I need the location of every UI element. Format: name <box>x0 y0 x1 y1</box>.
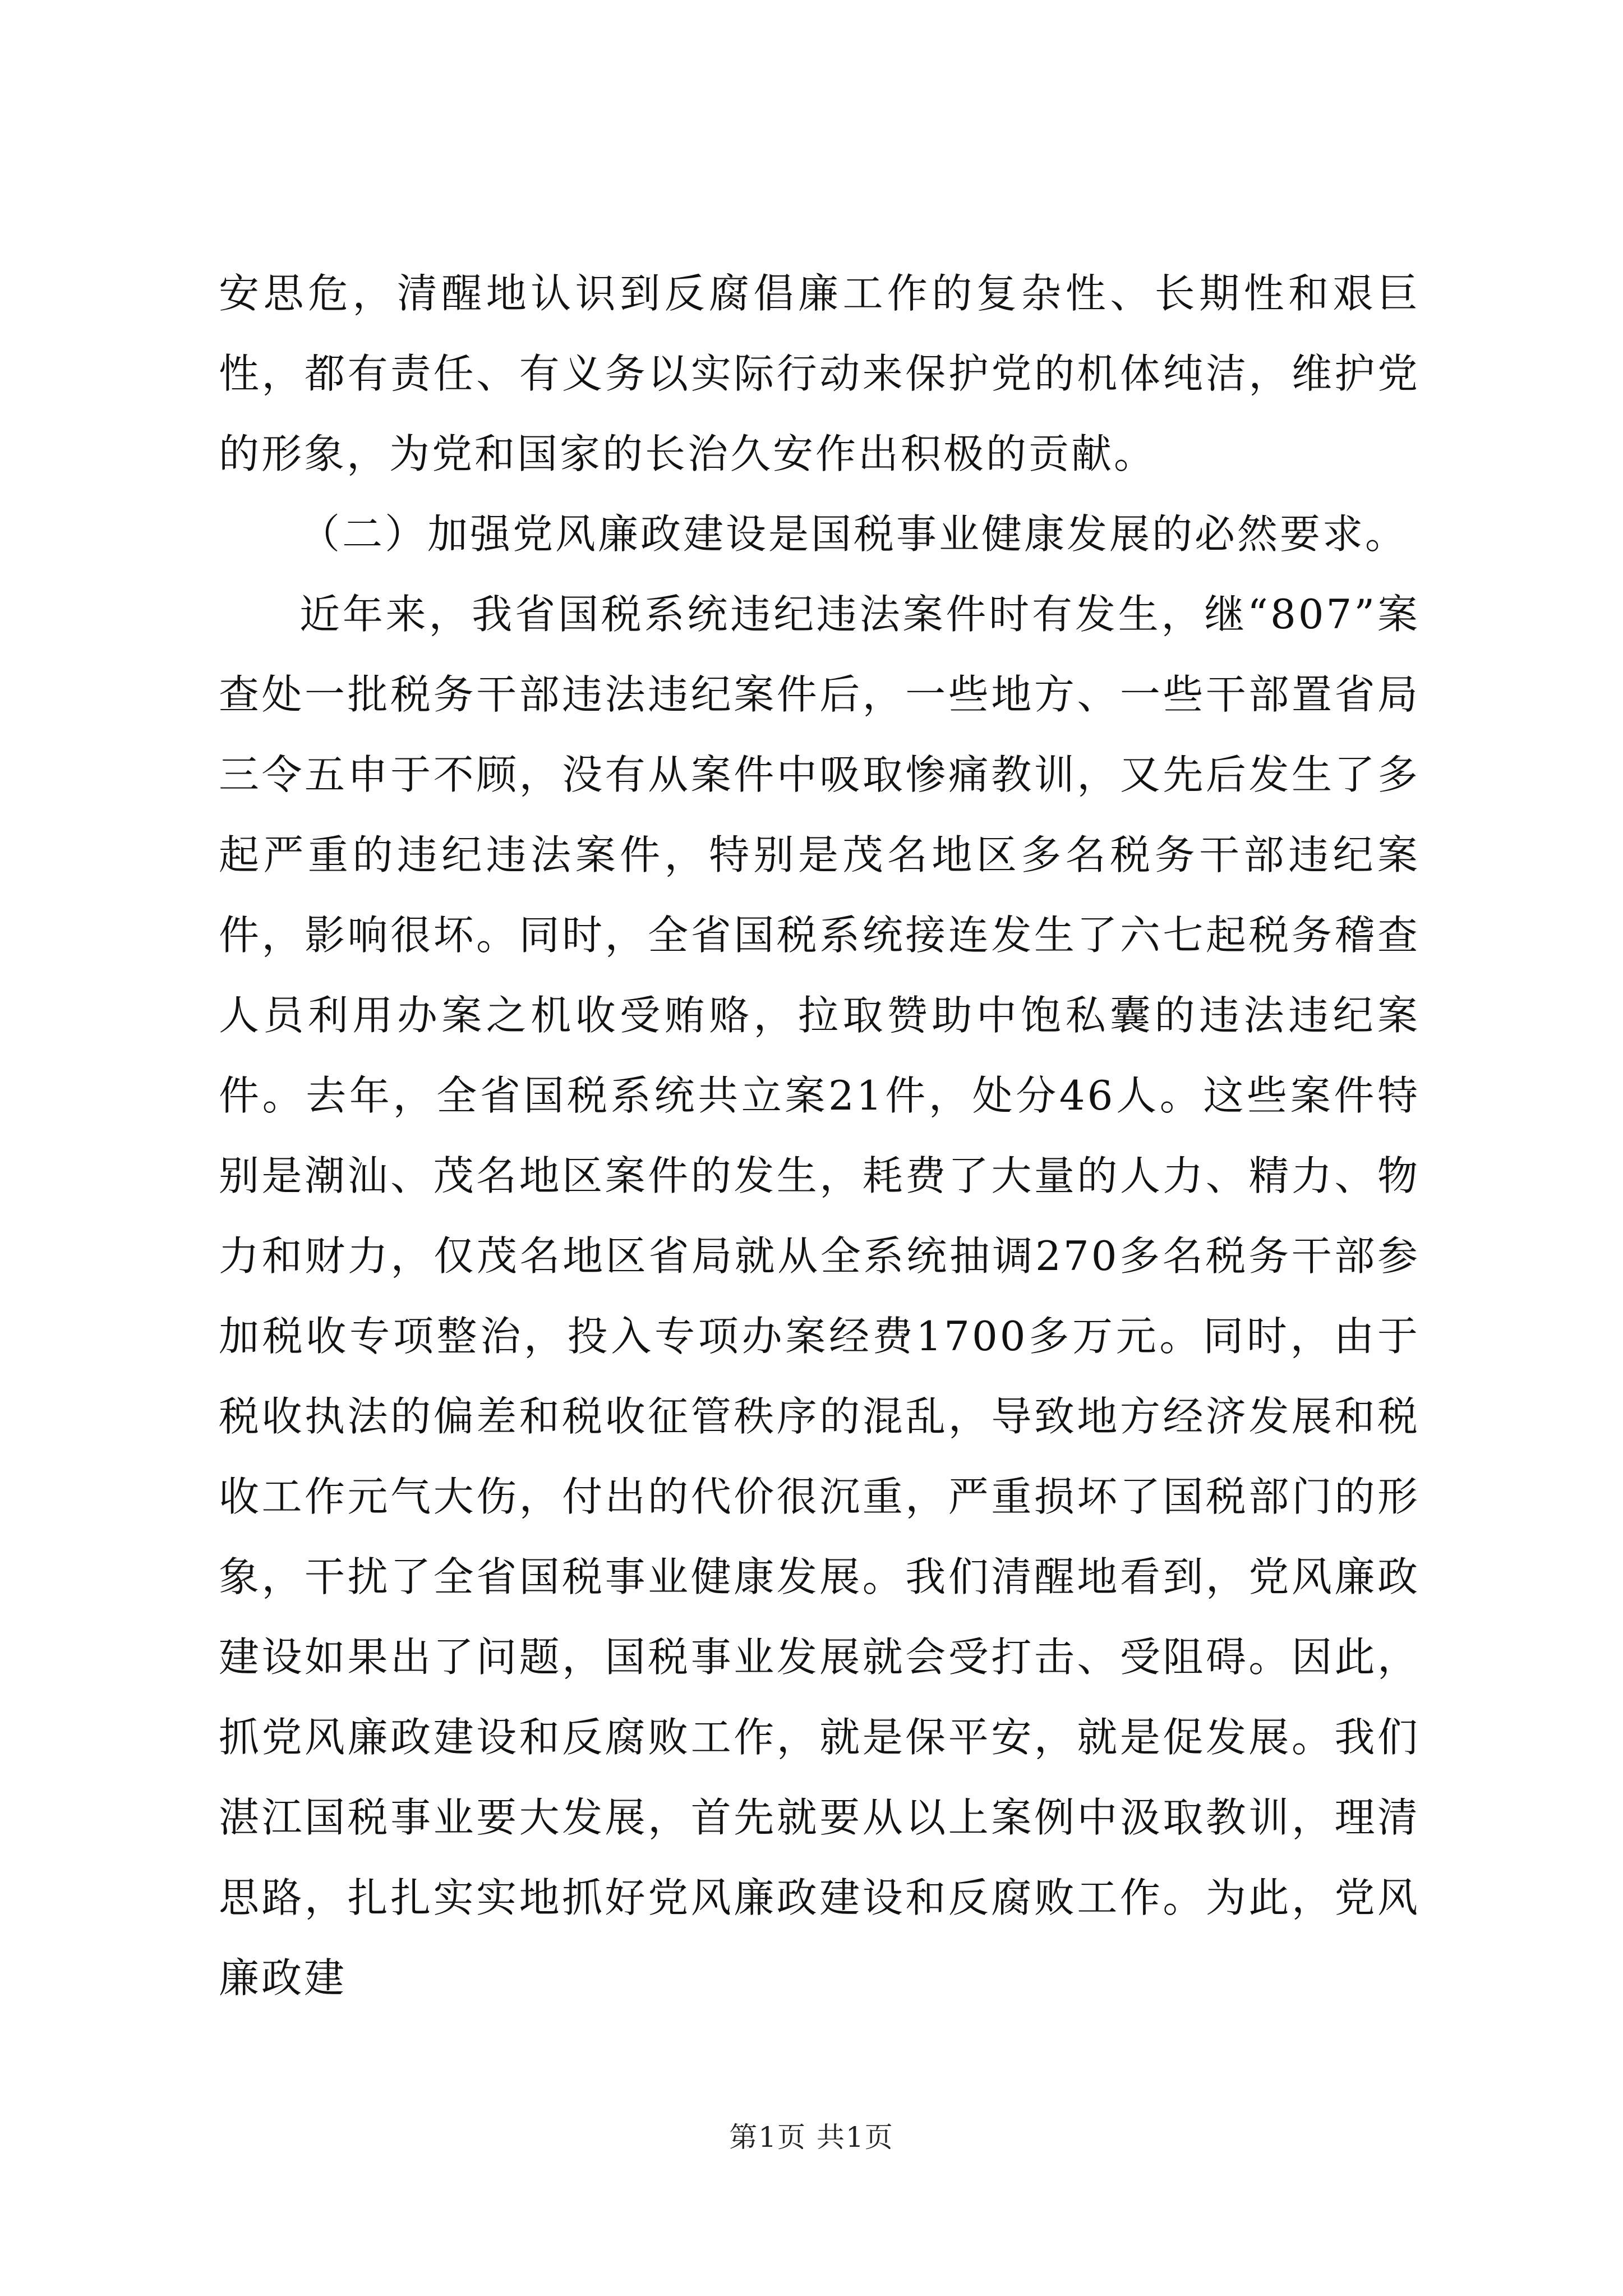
document-body <box>219 254 1420 2018</box>
section-heading: （二）加强党风廉政建设是国税事业健康发展的必然要求。 <box>299 510 1408 558</box>
paragraph-body: 近年来，我省国税系统违纪违法案件时有发生，继“807”案查处一批税务干部违法违纪案件后，一些地方、一些干部置省局三令五申于不顾，没有从案件中吸取惨痛教训，又先后发生了多起严重的违纪违法案件，特别是茂名地区多名税务干部违纪案件，影响很坏。同时，全省国税系统接连发生了六七起税务稽查人员利用办案之机收受贿赂，拉取赞助中饱私囊的违法违纪案件。去年，全省国税系统共立案21件，处分46人。这些案件特别是潮汕、茂名地区案件的发生，耗费了大量的人力、精力、物力和财力，仅茂名地区省局就从全系统抽调270多名税务干部参加税收专项整治，投入专项办案经费1700多万元。同时，由于税收执法的偏差和税收征管秩序的混乱，导致地方经济发展和税收工作元气大伤，付出的代价很沉重，严重损坏了国税部门的形象，干扰了全省国税事业健康发展。我们清醒地看到，党风廉政建设如果出了问题，国税事业发展就会受打击、受阻碍。因此，抓党风廉政建设和反腐败工作，就是保平安，就是促发展。我们湛江国税事业要大发展，首先就要从以上案例中汲取教训，理清思路，扎扎实实地抓好党风廉政建设和反腐败工作。为此，党风廉政建 <box>219 591 1420 2001</box>
paragraph-continuation: 安思危，清醒地认识到反腐倡廉工作的复杂性、长期性和艰巨性，都有责任、有义务以实际行动来保护党的机体纯洁，维护党的形象，为党和国家的长治久安作出积极的贡献。 <box>219 270 1420 477</box>
page-footer: 第1页 共1页 <box>729 2121 894 2154</box>
